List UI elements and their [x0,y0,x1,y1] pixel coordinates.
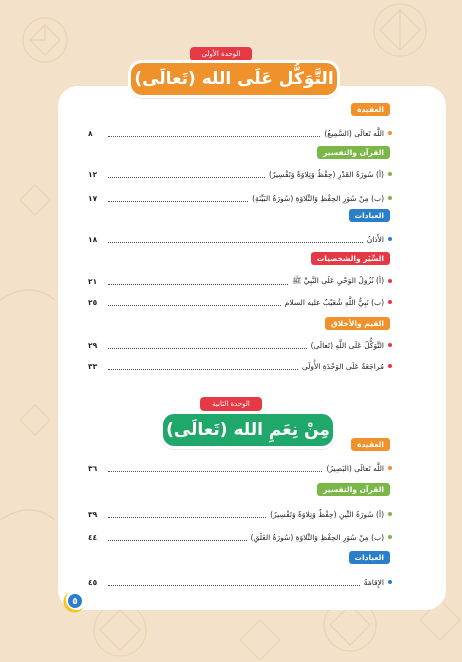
entry-title: (ب) مِنْ سُوَرِ الحِفْظِ وَالتِّلاوَةِ (سُورَةُ البَيِّنَةِ) [252,193,384,203]
entry-title: (أ) نُزُولُ الوَحْيِ عَلَى النَّبِيِّ ﷺ [292,275,384,285]
bullet-dot-icon [388,279,392,283]
entry-title: (ب) نَبِيُّ اللَّهِ شُعَيْبٌ عليه السلام [284,297,384,307]
toc-entry [88,531,392,543]
bullet-dot-icon [388,364,392,368]
unit-title: التَّوَكُّل عَلَى الله (تَعالَى) [128,60,340,98]
section-label: القيم والأخلاق [325,317,390,330]
toc-entry [88,339,392,351]
dotted-leader [108,579,360,586]
dotted-leader [108,363,298,370]
unit-tag: الوحدة الثانية [200,397,262,411]
entry-title: التَّوَكُّلُ عَلَى اللَّهِ (تَعالَى) [310,340,384,350]
toc-entry [88,233,392,245]
section-label: القرآن والتفسير [317,483,390,496]
bullet-dot-icon [388,196,392,200]
dotted-leader [108,236,363,243]
dotted-leader [108,171,265,178]
toc-entry [88,127,392,139]
dotted-leader [108,130,320,137]
toc-entry [88,275,392,287]
toc-entry [88,462,392,474]
dotted-leader [108,195,248,202]
section-label: العقيدة [351,438,390,451]
entry-title: (ب) مِنْ سُوَرِ الحِفْظِ وَالتِّلاوَةِ (سُورَةُ العَلَقِ) [250,532,384,542]
entry-page-number: ٤٤ [88,532,98,542]
toc-entry [88,360,392,372]
dotted-leader [108,342,307,349]
page-number-badge [60,590,86,616]
section-label: العبادات [349,551,390,564]
entry-page-number: ٣٦ [88,463,98,473]
toc-entry [88,168,392,180]
section-label: العقيدة [351,103,390,116]
bullet-dot-icon [388,512,392,516]
bullet-dot-icon [388,131,392,135]
bullet-dot-icon [388,580,392,584]
entry-page-number: ٨ [88,128,93,138]
toc-entry [88,576,392,588]
bullet-dot-icon [388,237,392,241]
section-label: العبادات [349,209,390,222]
dotted-leader [108,534,247,541]
bullet-dot-icon [388,466,392,470]
entry-page-number: ٤٥ [88,577,98,587]
entry-title: مُراجَعَةٌ عَلَى الوَحْدَةِ الأُولَى [301,361,384,371]
entry-title: اللَّه تَعالَى (السَّمِيعُ) [324,128,384,138]
section-label: السِّيَر والشخصيات [311,252,390,265]
entry-title: اللَّه تَعالَى (البَصِيرُ) [326,463,384,473]
toc-entry [88,296,392,308]
entry-title: الإِقامَةُ [363,577,384,587]
unit-title: مِنْ نِعَمِ الله (تَعالَى) [160,411,336,449]
entry-title: (أ) سُورَةُ التِّينِ (حِفْظٌ وَتِلاوَةٌ وَتَفْسِيرٌ) [270,509,384,519]
entry-page-number: ٣٣ [88,361,98,371]
entry-page-number: ١٧ [88,193,98,203]
entry-page-number: ١٢ [88,169,98,179]
entry-page-number: ٢٥ [88,297,98,307]
entry-title: (أ) سُورَةُ القَدْرِ (حِفْظٌ وَتِلاوَةٌ وَتَفْسِيرٌ) [268,169,384,179]
bullet-dot-icon [388,172,392,176]
section-label: القرآن والتفسير [317,146,390,159]
bullet-dot-icon [388,535,392,539]
unit-tag: الوحدة الأولى [190,47,252,61]
entry-title: الأَذانُ [366,234,384,244]
page-number: ٥ [72,597,78,607]
entry-page-number: ١٨ [88,234,98,244]
dotted-leader [108,299,281,306]
toc-entry [88,192,392,204]
toc-entry [88,508,392,520]
entry-page-number: ٣٩ [88,509,98,519]
bullet-dot-icon [388,343,392,347]
entry-page-number: ٢٩ [88,340,98,350]
dotted-leader [108,465,322,472]
dotted-leader [108,278,288,285]
dotted-leader [108,511,266,518]
bullet-dot-icon [388,300,392,304]
entry-page-number: ٢١ [88,276,98,286]
